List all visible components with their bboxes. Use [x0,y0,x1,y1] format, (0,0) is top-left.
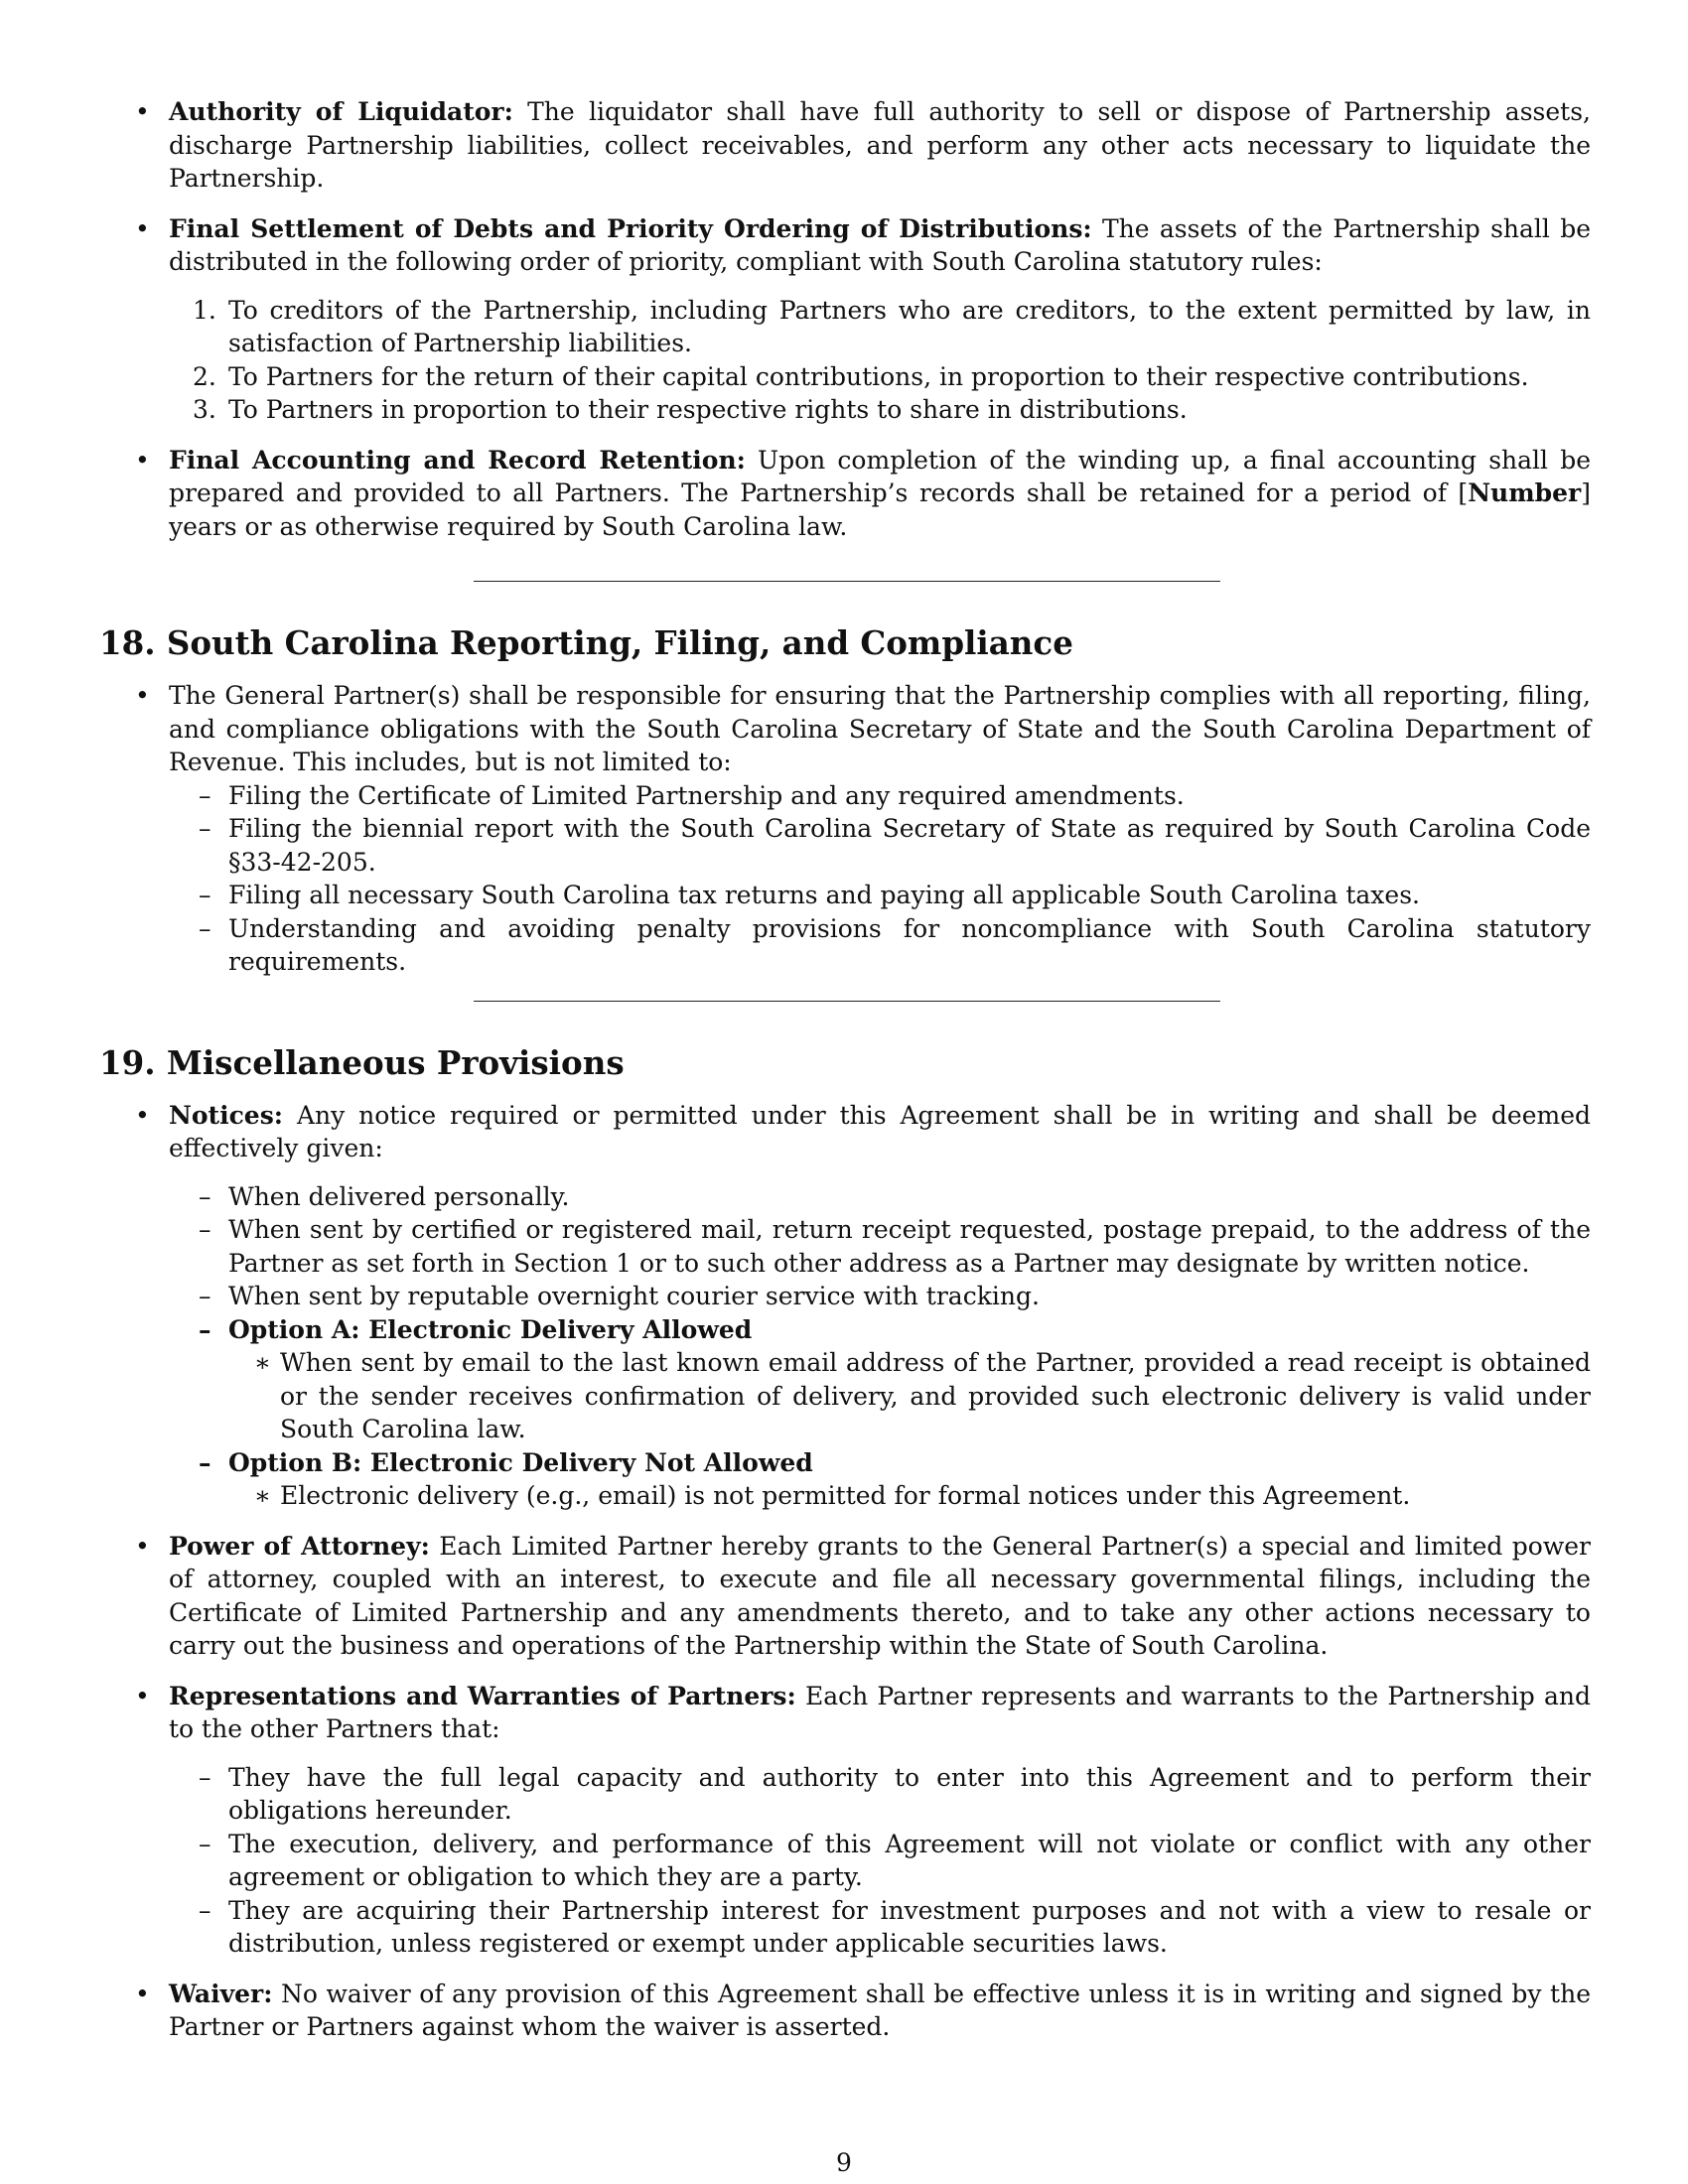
dash-mark: – [199,1447,211,1477]
item-label: Final Accounting and Record Retention: [169,445,746,475]
bullet-mark: • [135,1681,150,1710]
dash-mark: – [199,1282,211,1310]
dash-item [169,812,1591,879]
item-text: No waiver of any provision of this Agreement shall be effective unless it is in writing and signed by the Partner or Partners against whom the waiver is asserted. [169,1979,1591,2041]
dash-mark: – [199,814,211,843]
item-text: The General Partner(s) shall be responsible for ensuring that the Partnership complies with all reporting, filing, and compliance obligations with the South Carolina Secretary of State and the South Carolina Department of Revenue. This includes, but is not limited to: [169,681,1591,776]
dash-item [169,1761,1591,1828]
item-number: 2. [193,361,216,391]
item-label: Waiver: [169,1979,273,2008]
dash-text: Filing the biennial report with the South Carolina Secretary of State as required by South Carolina Code §33-42-205. [228,814,1591,877]
dash-item [169,1894,1591,1961]
section-divider [474,581,1220,582]
item-number: 3. [193,395,216,424]
compliance-sublist [169,779,1591,979]
representations-sublist [169,1761,1591,1961]
section-18-heading: 18. South Carolina Reporting, Filing, and Compliance [99,623,1073,662]
item-text-after: ] years or as otherwise required by South Carolina law. [169,478,1591,541]
priority-item [169,393,1591,427]
bullet-mark: • [135,97,150,126]
priority-text: To Partners in proportion to their respective rights to share in distributions. [228,395,1188,424]
bullet-mark: • [135,1531,150,1561]
list-item-final-settlement [99,212,1591,427]
star-item [228,1346,1591,1446]
dash-text: When sent by reputable overnight courier service with tracking. [228,1282,1040,1310]
dash-mark: – [199,1762,211,1792]
option-b-sublist [228,1479,1591,1513]
option-b-label: Option B: Electronic Delivery Not Allowed [228,1447,813,1477]
star-item [228,1479,1591,1513]
dash-text: When sent by certified or registered mail, return receipt requested, postage prepaid, to the address of the Partner as set forth in Section 1 or to such other address as a Partner may designate by written notice. [228,1215,1591,1278]
priority-text: To Partners for the return of their capital contributions, in proportion to their respective contributions. [228,361,1529,391]
list-item-compliance [99,679,1591,979]
item-text-before: Upon completion of the winding up, a final accounting shall be prepared and provided to all Partners. The Partnership’s records shall be retained for a period of [ [169,445,1592,507]
item-text: Each Partner represents and warrants to the Partnership and to the other Partners that: [169,1681,1591,1743]
dash-item [169,879,1591,912]
dash-text: Filing the Certificate of Limited Partnership and any required amendments. [228,780,1185,810]
liquidation-list [99,95,1591,543]
list-item-waiver [99,1978,1591,2044]
dash-text: The execution, delivery, and performance of this Agreement will not violate or conflict with any other agreement or obligation to which they are a party. [228,1829,1591,1891]
document-page [99,95,1591,2061]
star-mark: ∗ [254,1348,271,1377]
list-item-final-accounting [99,444,1591,544]
priority-text: To creditors of the Partnership, including Partners who are creditors, to the extent permitted by law, in satisfaction of Partnership liabilities. [228,295,1591,357]
star-text: Electronic delivery (e.g., email) is not permitted for formal notices under this Agreement. [280,1481,1411,1510]
item-text: The liquidator shall have full authority to sell or dispose of Partnership assets, discharge Partnership liabilities, collect receivables, and perform any other acts necessary to liquidate the Partnership. [169,97,1591,193]
page-number: 9 [836,2148,852,2177]
priority-item [169,360,1591,394]
dash-mark: – [199,1314,211,1344]
dash-text: When delivered personally. [228,1181,570,1211]
placeholder-number: Number [1468,478,1582,507]
dash-item [169,1213,1591,1280]
item-label: Final Settlement of Debts and Priority Ordering of Distributions: [169,213,1092,243]
section-19-list [99,1099,1591,2044]
priority-list [169,294,1591,427]
dash-mark: – [199,881,211,909]
section-19-heading: 19. Miscellaneous Provisions [99,1042,625,1082]
dash-mark: – [199,1895,211,1925]
bullet-mark: • [135,213,150,243]
dash-text: Filing all necessary South Carolina tax returns and paying all applicable South Carolina taxes. [228,881,1420,909]
bullet-mark: • [135,1979,150,2008]
dash-text: They are acquiring their Partnership interest for investment purposes and not with a view to resale or distribution, unless registered or exempt under applicable securities laws. [228,1895,1591,1958]
option-a-label: Option A: Electronic Delivery Allowed [228,1314,753,1344]
section-divider [474,1001,1220,1002]
dash-text: They have the full legal capacity and authority to enter into this Agreement and to perform their obligations hereunder. [228,1762,1591,1825]
bullet-mark: • [135,1100,150,1130]
notices-sublist [169,1180,1591,1513]
option-a-item [169,1313,1591,1446]
option-b-item [169,1446,1591,1513]
dash-mark: – [199,1829,211,1858]
list-item-authority-of-liquidator [99,95,1591,196]
item-label: Notices: [169,1100,284,1130]
dash-mark: – [199,780,211,810]
bullet-mark: • [135,445,150,475]
bullet-mark: • [135,681,150,710]
item-text: Any notice required or permitted under this Agreement shall be in writing and shall be deemed effectively given: [169,1100,1591,1162]
dash-item [169,779,1591,813]
dash-item [169,1180,1591,1214]
star-mark: ∗ [254,1481,271,1510]
list-item-power-of-attorney [99,1530,1591,1663]
dash-item [169,1280,1591,1313]
item-number: 1. [193,295,216,325]
star-text: When sent by email to the last known email address of the Partner, provided a read receipt is obtained or the sender receives confirmation of delivery, and provided such electronic delivery is valid under South Carolina law. [280,1348,1591,1443]
dash-text: Understanding and avoiding penalty provisions for noncompliance with South Carolina statutory requirements. [228,913,1591,976]
item-label: Representations and Warranties of Partners: [169,1681,796,1710]
option-a-sublist [228,1346,1591,1446]
item-label: Authority of Liquidator: [169,97,513,126]
priority-item [169,294,1591,360]
dash-item [169,1828,1591,1894]
dash-mark: – [199,913,211,943]
dash-item [169,912,1591,979]
list-item-representations [99,1680,1591,1961]
dash-mark: – [199,1181,211,1211]
item-text: The assets of the Partnership shall be distributed in the following order of priority, compliant with South Carolina statutory rules: [169,213,1592,276]
item-text: Each Limited Partner hereby grants to the General Partner(s) a special and limited power of attorney, coupled with an interest, to execute and file all necessary governmental filings, including the Certificate of Limited Partnership and any amendments thereto, and to take any other actions necessary to carry out the business and operations of the Partnership within the State of South Carolina. [169,1531,1591,1660]
dash-mark: – [199,1215,211,1244]
item-label: Power of Attorney: [169,1531,430,1561]
section-18-list [99,679,1591,979]
list-item-notices [99,1099,1591,1513]
